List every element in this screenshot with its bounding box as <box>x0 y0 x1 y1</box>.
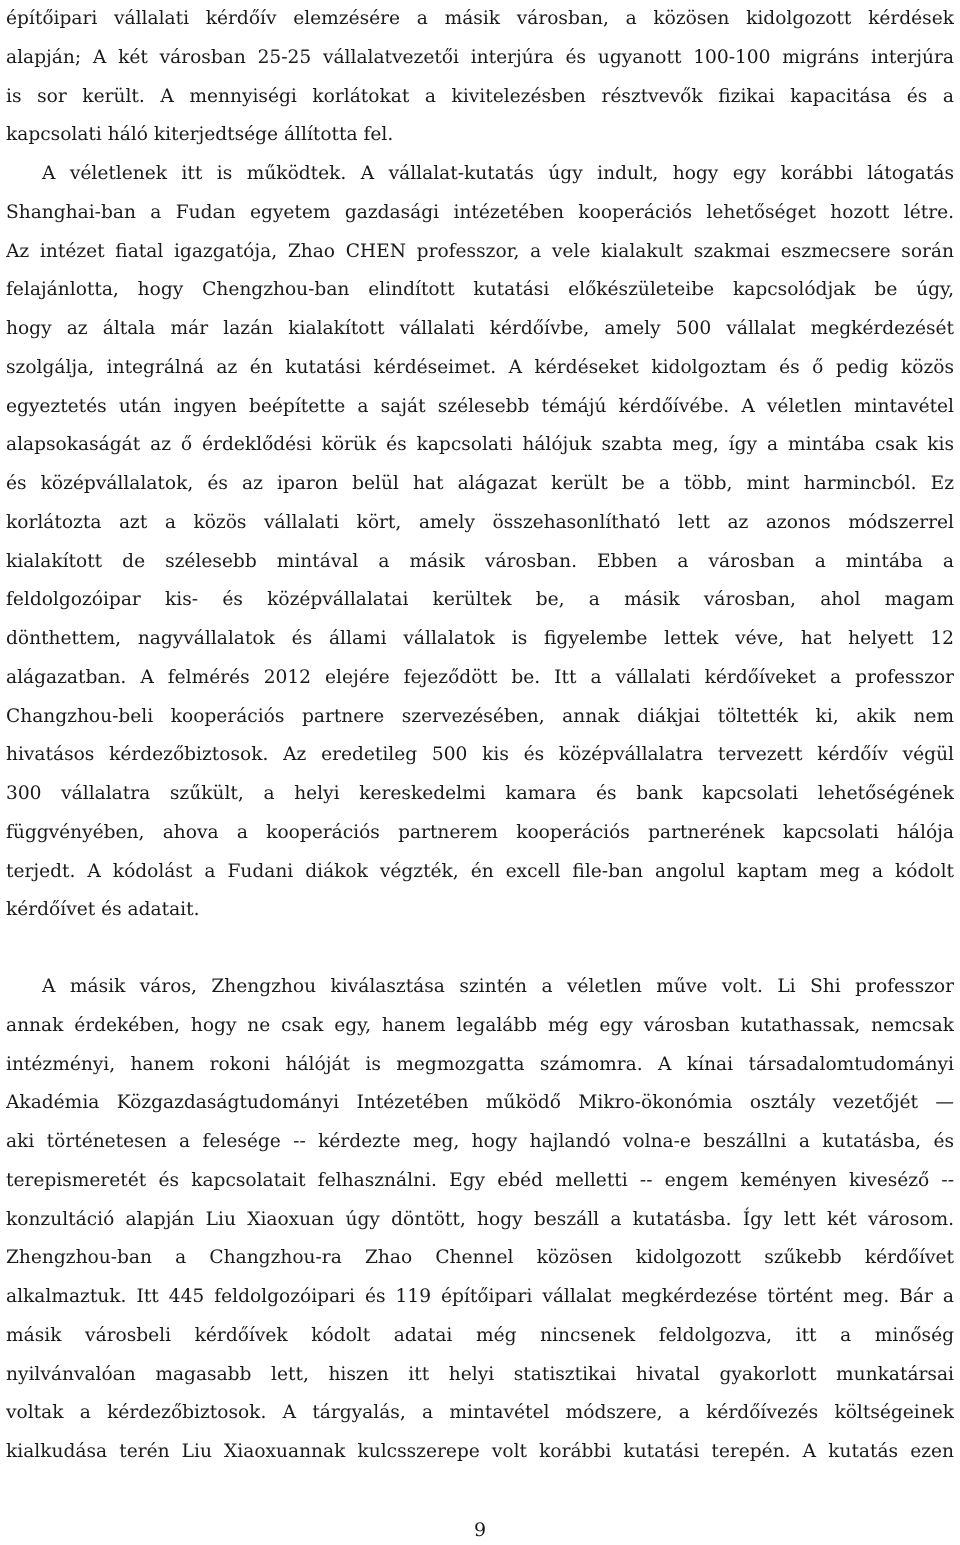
paragraph-2 <box>6 155 954 930</box>
paragraph-1 <box>6 0 954 155</box>
text-line: 300 vállalatra szűkült, a helyi kereskedelmi kamara és bank kapcsolati lehetőségének <box>6 783 954 804</box>
text-line: konzultáció alapján Liu Xiaoxuan úgy döntött, hogy beszáll a kutatásba. Így lett két városom. <box>6 1208 954 1230</box>
text-line: felajánlotta, hogy Chengzhou-ban elindított kutatási előkészületeibe kapcsolódjak be úgy, <box>6 279 954 301</box>
text-line: is sor került. A mennyiségi korlátokat a kivitelezésben résztvevők fizikai kapacitása és a <box>6 85 954 107</box>
body-text <box>6 0 954 1472</box>
text-line: A véletlenek itt is működtek. A vállalat-kutatás úgy indult, hogy egy korábbi látogatás <box>42 163 954 184</box>
text-line: hogy az általa már lazán kialakított vállalati kérdőívbe, amely 500 vállalat megkérdezését <box>6 318 954 339</box>
text-line: feldolgozóipar kis- és középvállalatai kerültek be, a másik városban, ahol magam <box>6 589 954 611</box>
text-line: intézményi, hanem rokoni hálóját is megmozgatta számomra. A kínai társadalomtudományi <box>6 1053 954 1075</box>
text-line: Az intézet fiatal igazgatója, Zhao CHEN professzor, a vele kialakult szakmai eszmecsere során <box>6 240 954 262</box>
text-line: függvényében, ahova a kooperációs partnerem kooperációs partnerének kapcsolati hálója <box>6 821 954 843</box>
text-line: terepismeretét és kapcsolatait felhasználni. Egy ebéd melletti -- engem keményen kiveséző -- <box>6 1169 954 1191</box>
text-line: alapján; A két városban 25-25 vállalatvezetői interjúra és ugyanott 100-100 migráns interjúra <box>6 46 954 68</box>
text-line: dönthettem, nagyvállalatok és állami vállalatok is figyelembe lettek véve, hat helyett 12 <box>6 628 954 649</box>
text-line: Shanghai-ban a Fudan egyetem gazdasági intézetében kooperációs lehetőséget hozott létre. <box>6 201 954 223</box>
text-line: A másik város, Zhengzhou kiválasztása szintén a véletlen műve volt. Li Shi professzor <box>42 976 954 997</box>
text-line: alapsokaságát az ő érdeklődési körük és kapcsolati hálójuk szabta meg, így a mintába csak kis <box>6 434 954 456</box>
text-line: és középvállalatok, és az iparon belül hat alágazat került be a több, mint harmincból. Ez <box>6 473 954 494</box>
text-line: kialakított de szélesebb mintával a másik városban. Ebben a városban a mintába a <box>6 550 954 572</box>
text-line: kérdőívet és adatait. <box>6 899 200 921</box>
text-line: alkalmaztuk. Itt 445 feldolgozóipari és 119 építőipari vállalat megkérdezése történt meg. Bár a <box>6 1286 954 1307</box>
text-line: kialkudása terén Liu Xiaoxuannak kulcsszerepe volt korábbi kutatási terepén. A kutatás ezen <box>6 1441 954 1462</box>
text-line: kapcsolati háló kiterjedtsége állította fel. <box>6 124 394 146</box>
text-line: aki történetesen a felesége -- kérdezte meg, hogy hajlandó volna-e beszállni a kutatásba, és <box>6 1131 954 1152</box>
text-line: szolgálja, integrálná az én kutatási kérdéseimet. A kérdéseket kidolgoztam és ő pedig közös <box>6 356 954 378</box>
text-line: alágazatban. A felmérés 2012 elejére fejeződött be. Itt a vállalati kérdőíveket a professzor <box>6 666 954 688</box>
paragraph-spacer <box>6 930 954 968</box>
text-line: annak érdekében, hogy ne csak egy, hanem legalább még egy városban kutathassak, nemcsak <box>6 1014 954 1036</box>
text-line: korlátozta azt a közös vállalati kört, amely összehasonlítható lett az azonos módszerrel <box>6 511 954 533</box>
text-line: Akadémia Közgazdaságtudományi Intézetében működő Mikro-ökonómia osztály vezetőjét — <box>6 1092 954 1114</box>
text-line: terjedt. A kódolást a Fudani diákok végzték, én excell file-ban angolul kaptam meg a kódolt <box>6 860 954 882</box>
text-line: másik városbeli kérdőívek kódolt adatai még nincsenek feldolgozva, itt a minőség <box>6 1324 954 1346</box>
paragraph-3 <box>6 968 954 1472</box>
text-line: építőipari vállalati kérdőív elemzésére a másik városban, a közösen kidolgozott kérdések <box>6 8 954 29</box>
text-line: egyeztetés után ingyen beépítette a saját szélesebb témájú kérdőívébe. A véletlen mintavétel <box>6 395 954 417</box>
text-line: voltak a kérdezőbiztosok. A tárgyalás, a mintavétel módszere, a kérdőívezés költségeinek <box>6 1402 954 1424</box>
text-line: nyilvánvalóan magasabb lett, hiszen itt helyi statisztikai hivatal gyakorlott munkatársai <box>6 1363 954 1385</box>
text-line: Changzhou-beli kooperációs partnere szervezésében, annak diákjai töltették ki, akik nem <box>6 705 954 727</box>
text-line: hivatásos kérdezőbiztosok. Az eredetileg 500 kis és középvállalatra tervezett kérdőív végül <box>6 744 954 766</box>
text-line: Zhengzhou-ban a Changzhou-ra Zhao Chennel közösen kidolgozott szűkebb kérdőívet <box>6 1247 954 1269</box>
page-number: 9 <box>473 1519 487 1541</box>
